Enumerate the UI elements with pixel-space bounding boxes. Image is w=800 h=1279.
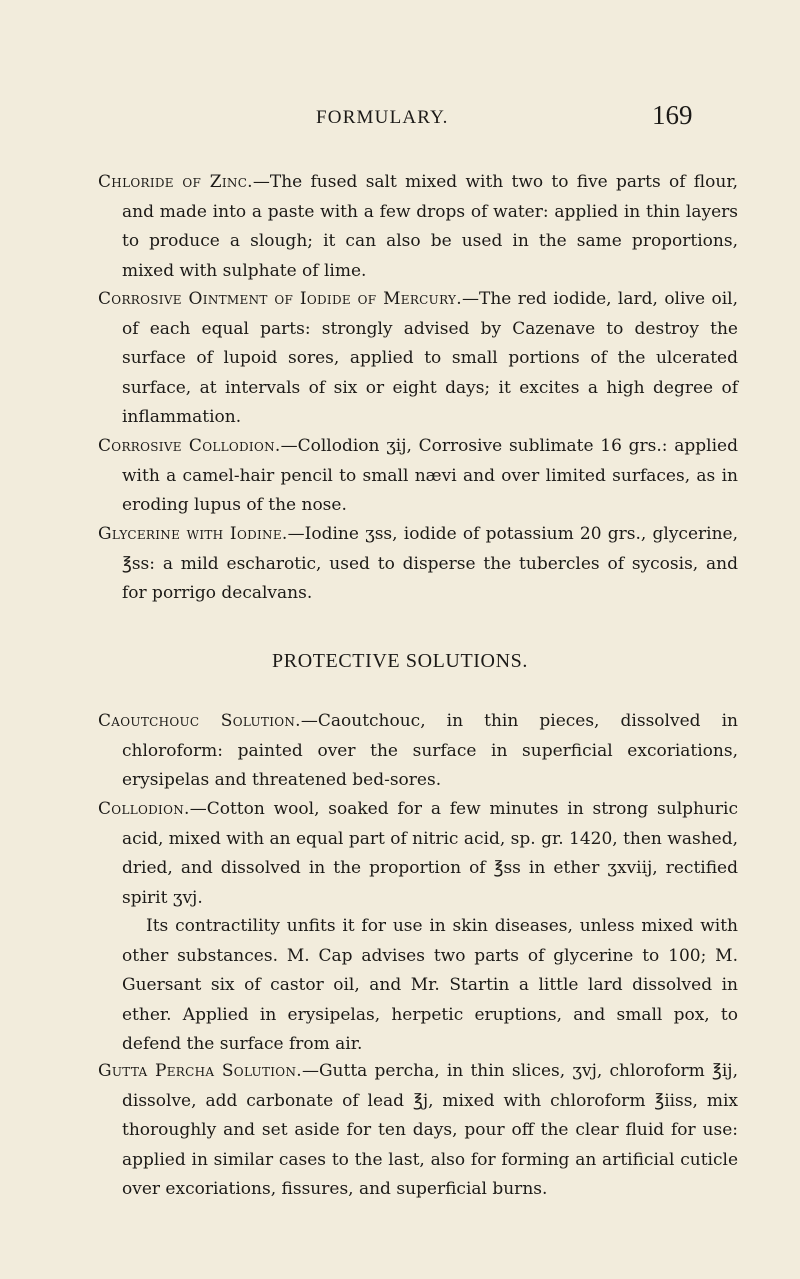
- entry-term: Caoutchouc Solution.: [98, 711, 301, 731]
- entry-term: Corrosive Ointment of Iodide of Mercury.: [98, 289, 462, 309]
- entry-text: —The red iodide, lard, olive oil, of each equal parts: strongly advised by Cazenave to destroy the surface of lupoid sores, applied to small portions of the ulcerated surface, at intervals of six or eight days; it excites a high degree of inflammation.: [122, 289, 738, 427]
- entry-text: —Gutta percha, in thin slices, ʒvj, chloroform ℥ij, dissolve, add carbonate of lead ℥j, mixed with chloroform ℥iiss, mix thoroughly and set aside for ten days, pour off the clear fluid for use: applied in similar cases to the last, also for forming an artificial cuticle over excoriations, fissures, and superficial burns.: [122, 1061, 738, 1199]
- entry-text: —Collodion ʒij, Corrosive sublimate 16 grs.: applied with a camel-hair pencil to small nævi and over limited surfaces, as in eroding lupus of the nose.: [122, 436, 738, 515]
- entry-glycerine-with-iodine: [98, 520, 738, 609]
- entry-collodion: [98, 795, 738, 913]
- entry-term: Glycerine with Iodine.: [98, 524, 288, 544]
- collodion-note: Its contractility unfits it for use in skin diseases, unless mixed with other substances. M. Cap advises two parts of glycerine to 100; M. Guersant six of castor oil, and Mr. Startin a little lard dissolved in ether. Applied in erysipelas, herpetic eruptions, and small pox, to defend the surface from air.: [122, 916, 738, 1054]
- entry-term: Collodion.: [98, 799, 190, 819]
- page-number: 169: [652, 100, 693, 130]
- entry-corrosive-ointment: [98, 285, 738, 433]
- entry-text: —Cotton wool, soaked for a few minutes in strong sulphuric acid, mixed with an equal part of nitric acid, sp. gr. 1420, then washed, dried, and dissolved in the proportion of ℥ss in ether ʒxviij, rectified spirit ʒvj.: [122, 799, 738, 908]
- entry-text: —Iodine ʒss, iodide of potassium 20 grs., glycerine, ℥ss: a mild escharotic, used to disperse the tubercles of sycosis, and for porrigo decalvans.: [122, 524, 738, 603]
- running-head: FORMULARY.: [316, 107, 449, 128]
- entry-term: Gutta Percha Solution.: [98, 1061, 302, 1081]
- entry-caoutchouc-solution: [98, 707, 738, 796]
- entry-chloride-of-zinc: [98, 168, 738, 286]
- section-heading: PROTECTIVE SOLUTIONS.: [272, 650, 528, 672]
- entry-gutta-percha-solution: [98, 1057, 738, 1205]
- entry-term: Corrosive Collodion.: [98, 436, 281, 456]
- entry-text: —The fused salt mixed with two to five parts of flour, and made into a paste with a few drops of water: applied in thin layers to produce a slough; it can also be used in the same proportions, mixed with sulphate of lime.: [122, 172, 738, 281]
- entry-text: —Caoutchouc, in thin pieces, dissolved in chloroform: painted over the surface in superficial excoriations, erysipelas and threatened bed-sores.: [122, 711, 738, 790]
- entry-corrosive-collodion: [98, 432, 738, 521]
- entry-term: Chloride of Zinc.: [98, 172, 253, 192]
